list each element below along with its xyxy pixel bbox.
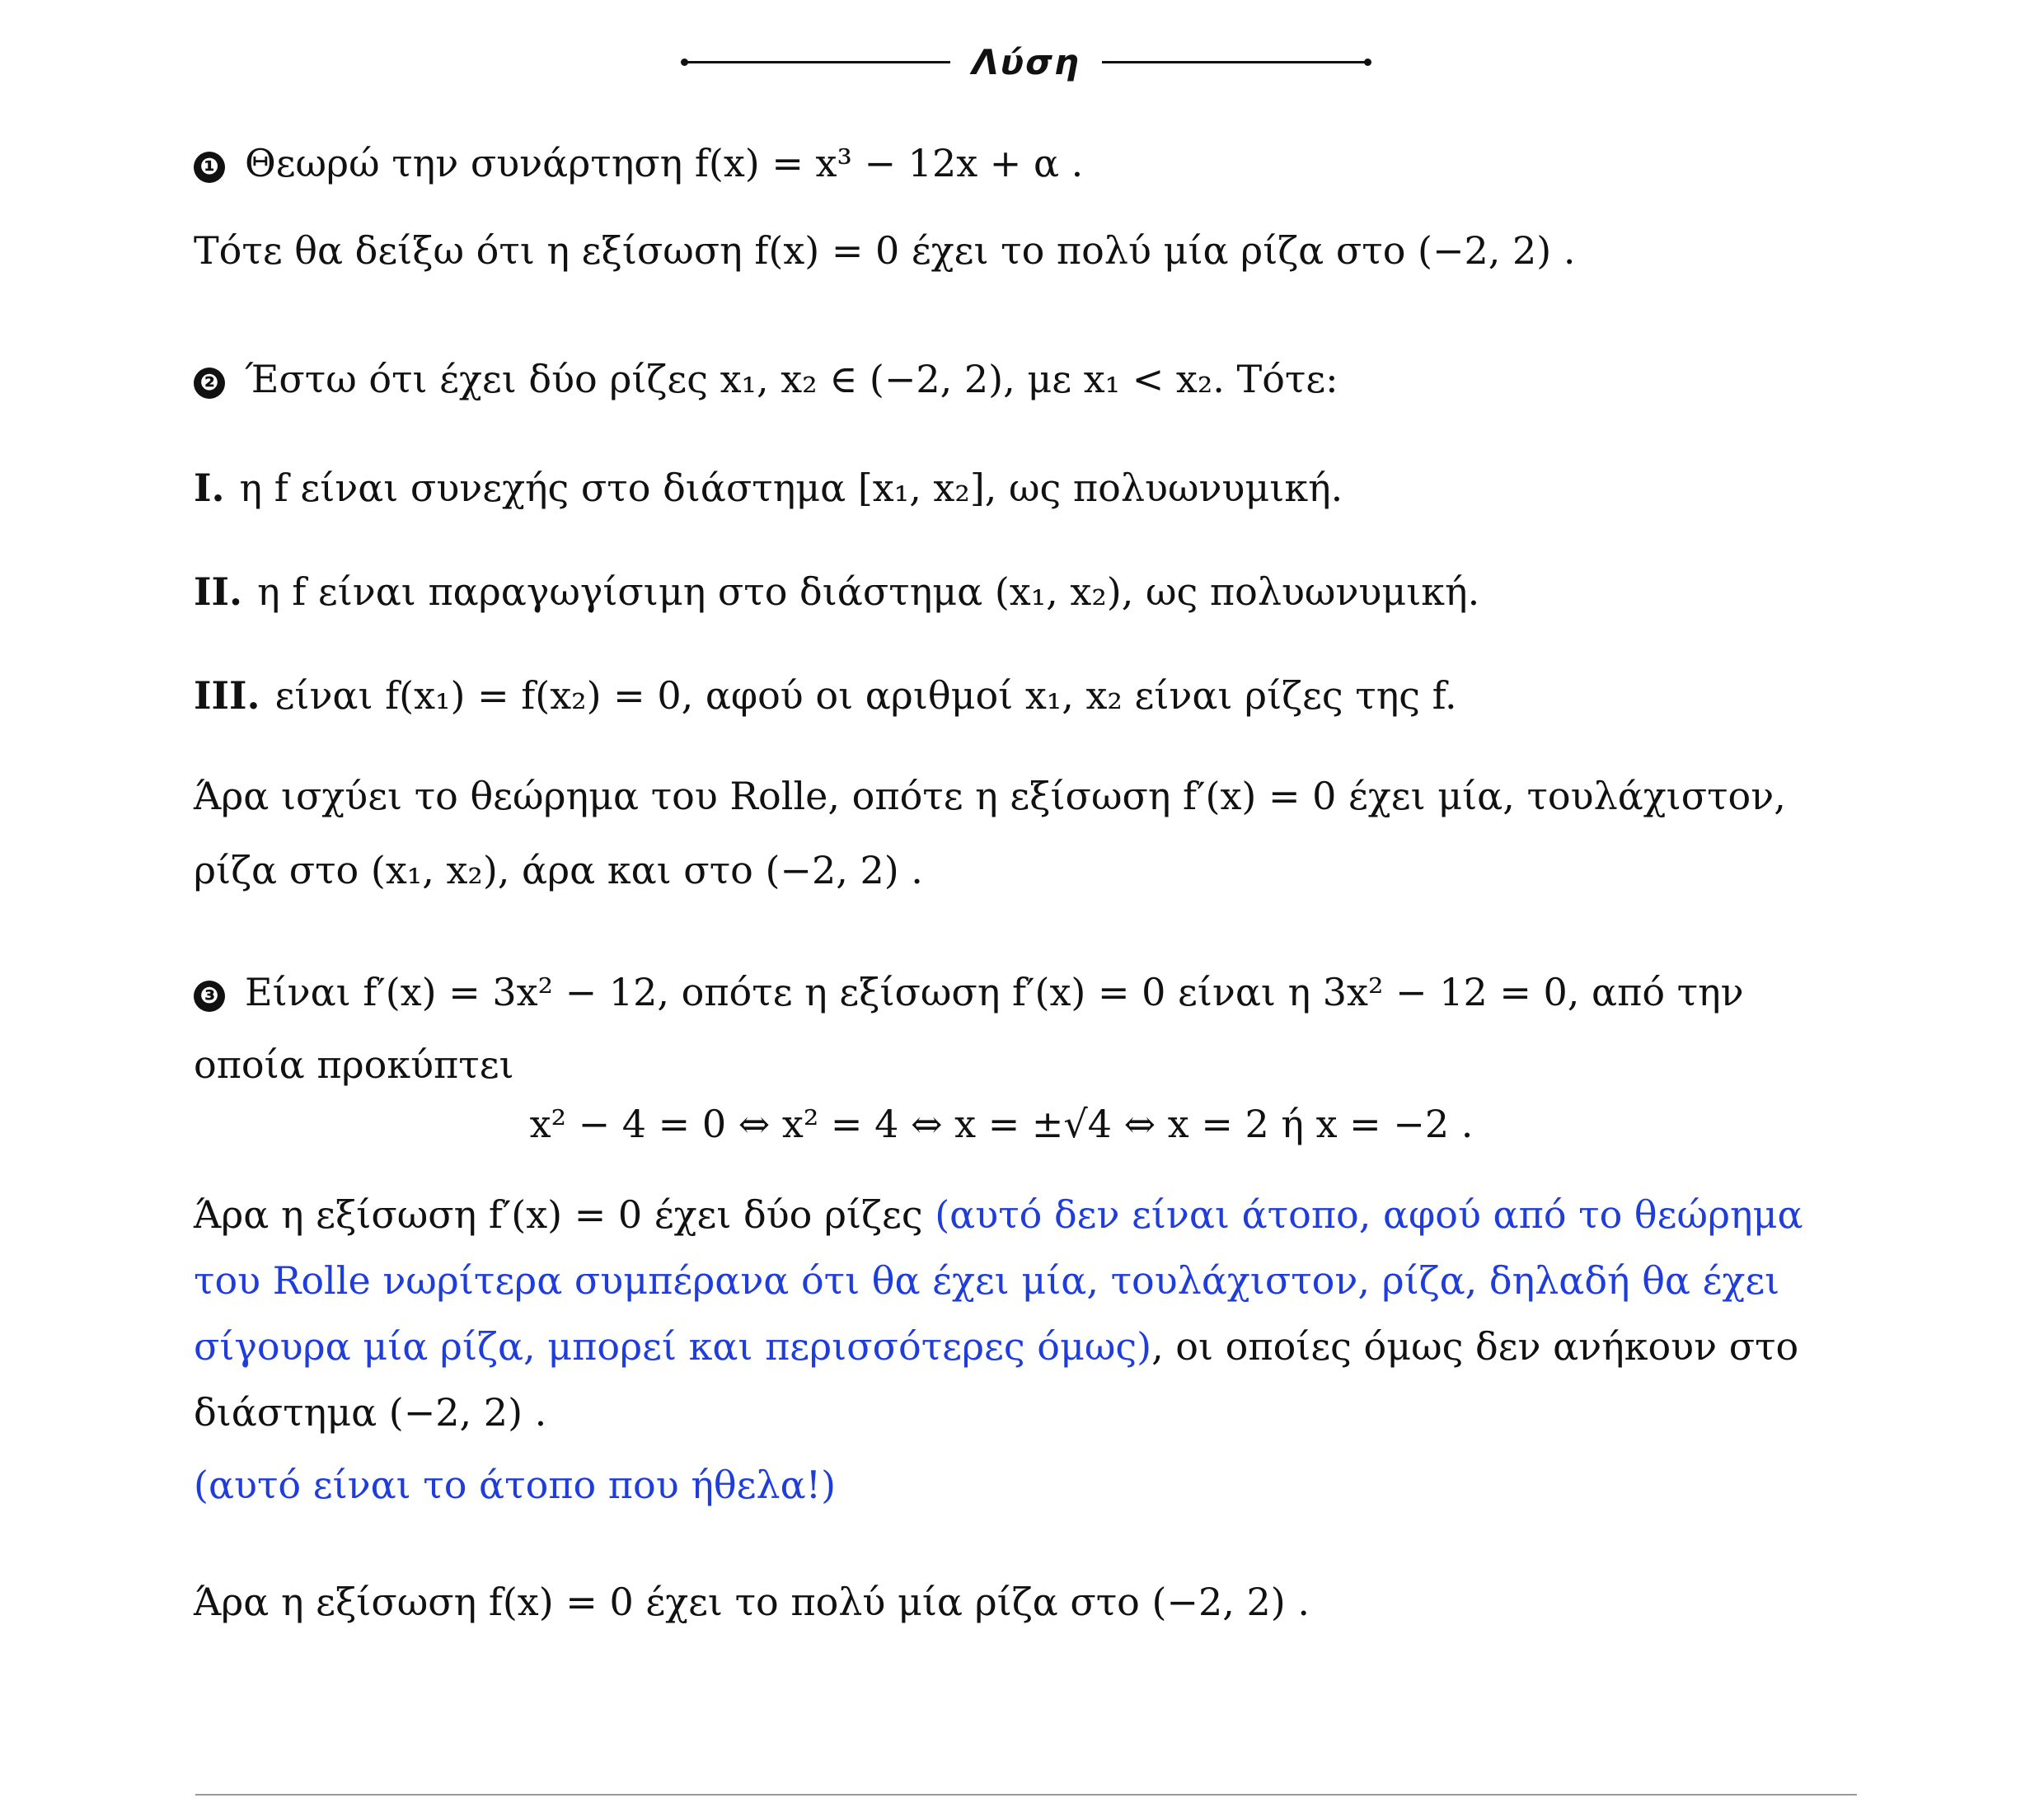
final-equation: f(x) = 0 [488,1580,634,1624]
step-2-marker: ❷ [194,368,225,399]
derivative-text-2: , οπότε η εξίσωση [657,970,1001,1014]
derivative-formula: f′(x) = 3x² − 12 [363,970,658,1014]
footer-rule [195,1794,1857,1796]
step-3-marker: ❸ [194,981,225,1012]
condition-iii [194,671,1859,720]
assumption-order: x₁ < x₂ [1083,357,1213,401]
rolle-equation: f′(x) = 0 [1183,774,1337,818]
two-roots-text: Άρα η εξίσωση [194,1192,477,1237]
step-1-line-2 [194,226,1859,275]
assumption-text: Έστω ότι έχει δύο ρίζες [245,357,708,401]
final-text: Άρα η εξίσωση [194,1580,477,1624]
condition-ii-interval: (x₁, x₂) [994,569,1122,614]
step-1-text: Θεωρώ την συνάρτηση [245,141,683,185]
step-2-line-1 [194,354,1859,404]
assumption-text-3: . Τότε: [1212,357,1338,401]
not-absurd-remark: (αυτό δεν είναι άτοπο, αφού από το θεώρημα του Rolle νωρίτερα συμπέρανα ότι θα έχει μία, τουλάχιστον, ρίζα, δηλαδή θα έχει σίγουρα μία ρίζα, μπορεί και περισσότερες όμως) [194,1192,1803,1369]
condition-iii-equation: f(x₁) = f(x₂) = 0 [385,673,682,718]
condition-i-text: η f είναι συνεχής στο διάστημα [239,466,846,510]
derivative-equation-2: 3x² − 12 = 0 [1322,970,1568,1014]
step-1-line-1 [194,138,1859,188]
condition-i [194,463,1859,513]
final-interval: (−2, 2) . [1151,1580,1310,1624]
condition-iii-text-3: είναι ρίζες της f. [1134,673,1457,718]
final-text-2: έχει το πολύ μία ρίζα στο [645,1580,1140,1624]
condition-ii-text: η f είναι παραγωγίσιμη στο διάστημα [257,569,983,614]
derivative-text: Είναι [245,970,351,1014]
condition-i-text-2: , ως πολυωνυμική. [984,466,1343,510]
header-right-rule [1102,61,1368,63]
step-3-line-2 [194,1040,1859,1089]
condition-iii-label: III. [194,673,260,718]
assumption-roots: x₁, x₂ ∈ (−2, 2) [720,357,1004,401]
condition-i-interval: [x₁, x₂] [857,466,985,510]
condition-ii-label: II. [194,569,243,614]
two-roots-text-3: , οι οποίες όμως δεν ανήκουν στο διάστημα [194,1324,1799,1435]
condition-iii-roots: x₁, x₂ [1024,673,1123,718]
two-roots-paragraph [194,1182,1859,1445]
condition-iii-text-2: , αφού οι αριθμοί [681,673,1014,718]
solution-chain-equation: x² − 4 = 0 ⇔ x² = 4 ⇔ x = ±√4 ⇔ x = 2 ή x = −2 . [529,1102,1474,1146]
condition-ii [194,567,1859,616]
step-1-marker: ❶ [194,152,225,183]
two-roots-text-2: έχει δύο ρίζες [654,1192,923,1237]
condition-i-label: I. [194,466,225,510]
solution-header [684,33,1368,91]
derivative-text-4: , από την [1567,970,1744,1014]
claim-interval: (−2, 2) . [1418,228,1576,273]
rolle-text: Άρα ισχύει το θεώρημα του Rolle, οπότε η εξίσωση [194,774,1171,818]
header-left-rule [684,61,950,63]
rolle-interval: (x₁, x₂) [370,848,498,892]
absurd-remark: (αυτό είναι το άτοπο που ήθελα!) [194,1463,837,1507]
assumption-text-2: , με [1003,357,1072,401]
rolle-conclusion-line-1 [194,771,1859,821]
rolle-text-3: ρίζα στο [194,848,359,892]
rolle-text-4: , άρα και στο [497,848,753,892]
claim-text-2: έχει το πολύ μία ρίζα στο [911,228,1406,273]
function-definition: f(x) = x³ − 12x + α . [694,141,1084,185]
condition-ii-text-2: , ως πολυωνυμική. [1121,569,1480,614]
final-conclusion [194,1577,1859,1627]
derivative-text-5: οποία προκύπτει [194,1042,514,1087]
claim-equation: f(x) = 0 [754,228,900,273]
two-roots-equation: f′(x) = 0 [488,1192,643,1237]
derivative-text-3: είναι η [1178,970,1311,1014]
rolle-text-2: έχει μία, τουλάχιστον, [1348,774,1786,818]
solution-title: Λύση [972,41,1081,82]
rolle-interval-2: (−2, 2) . [765,848,923,892]
rolle-conclusion-line-2 [194,845,1859,895]
step-3-line-1 [194,967,1859,1017]
condition-iii-text: είναι [274,673,373,718]
derivative-equation: f′(x) = 0 [1012,970,1166,1014]
two-roots-interval: (−2, 2) . [388,1390,547,1435]
claim-text: Τότε θα δείξω ότι η εξίσωση [194,228,743,273]
solution-body [194,124,1859,1627]
